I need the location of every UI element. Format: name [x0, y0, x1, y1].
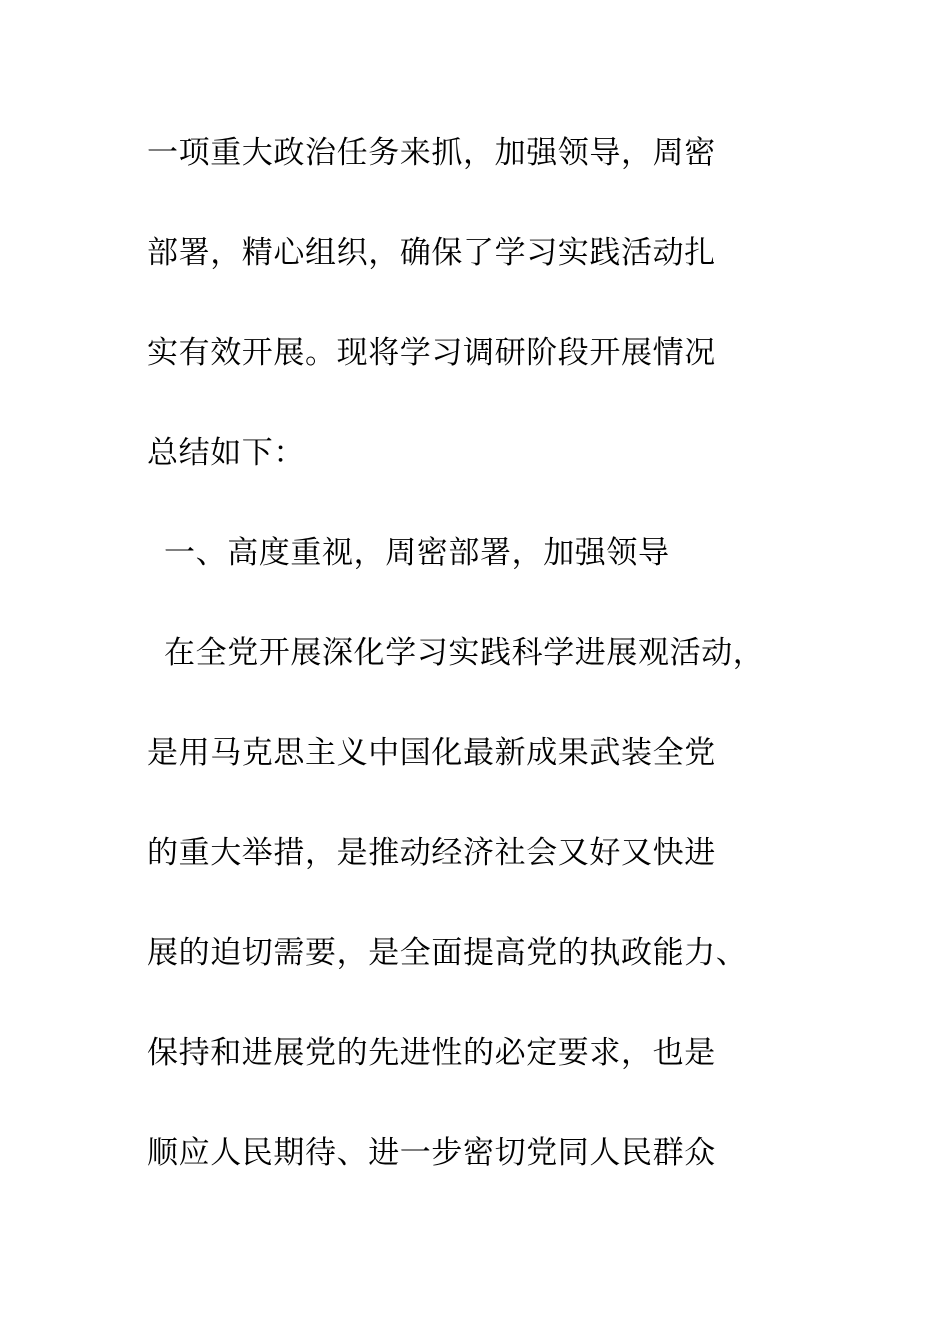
body-text-line: 顺应人民期待、进一步密切党同人民群众: [147, 1135, 716, 1171]
body-text-line: 是用马克思主义中国化最新成果武装全党: [147, 735, 716, 771]
body-text-line: 总结如下：: [147, 435, 305, 471]
body-text-line: 展的迫切需要，是全面提高党的执政能力、: [147, 935, 748, 971]
section-heading: 一、高度重视，周密部署，加强领导: [164, 535, 670, 571]
body-text-line: 的重大举措，是推动经济社会又好又快进: [147, 835, 716, 871]
paragraph-first-line: 在全党开展深化学习实践科学进展观活动，: [164, 635, 765, 671]
body-text-line: 一项重大政治任务来抓，加强领导，周密: [147, 135, 716, 171]
body-text-line: 保持和进展党的先进性的必定要求，也是: [147, 1035, 716, 1071]
body-text-line: 实有效开展。现将学习调研阶段开展情况: [147, 335, 716, 371]
body-text-line: 部署，精心组织，确保了学习实践活动扎: [147, 235, 716, 271]
